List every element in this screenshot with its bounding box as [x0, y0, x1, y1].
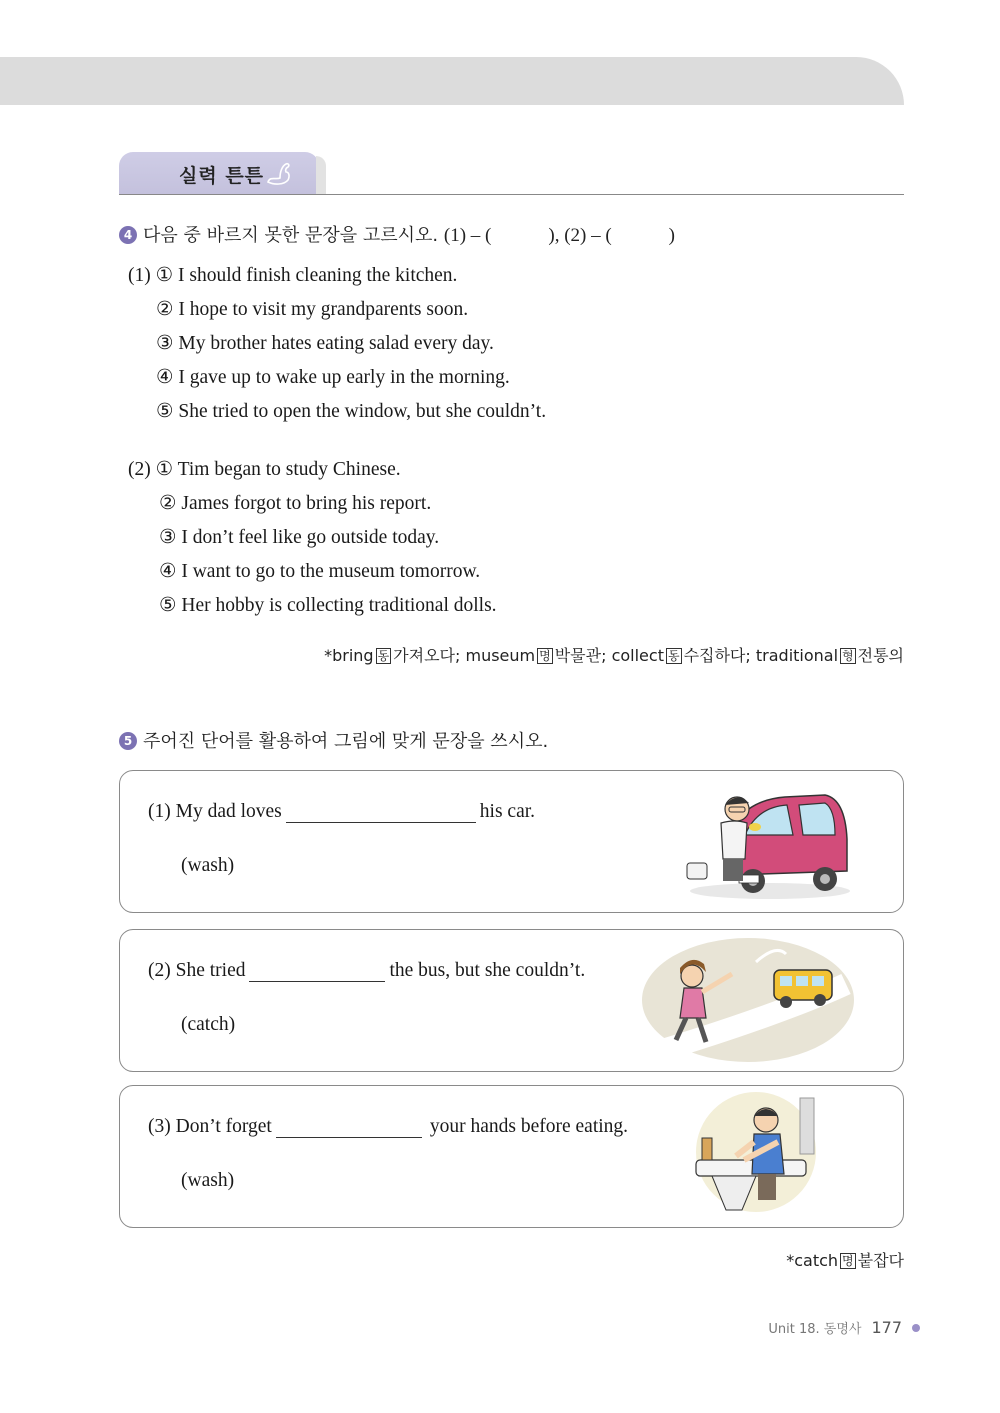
answer-blank-2[interactable]	[249, 961, 385, 982]
question-number-badge: 5	[119, 732, 137, 750]
answer-blank-1[interactable]	[286, 802, 476, 823]
page-footer	[768, 1318, 920, 1337]
q4-part2-item-2: ② James forgot to bring his report.	[159, 493, 432, 514]
question-4-instruction: 4 다음 중 바르지 못한 문장을 고르시오. (1) – ( ), (2) – ( )	[119, 221, 675, 247]
footer-dot-icon	[912, 1324, 920, 1332]
exercise-1-sentence: (1) My dad loves his car.	[148, 801, 536, 822]
q4-part2-item-3: ③ I don’t feel like go outside today.	[159, 527, 440, 548]
q4-part1-item-1: (1) ① I should finish cleaning the kitchen.	[128, 265, 458, 286]
exercise-2-sentence: (2) She tried the bus, but she couldn’t.	[148, 960, 586, 981]
answer-blank-3[interactable]	[276, 1117, 422, 1138]
q4-vocab-note: *bring 동 가져오다; museum 명 박물관; collect 동 수집하다; traditional 형 전통의	[324, 646, 904, 665]
header-band	[0, 57, 904, 105]
question-5-instruction: 5 주어진 단어를 활용하여 그림에 맞게 문장을 쓰시오.	[119, 727, 548, 753]
page-number: 177	[871, 1318, 902, 1337]
girl-chasing-bus-illustration	[636, 934, 856, 1066]
answer-blanks: (1) – ( ), (2) – ( )	[443, 225, 676, 246]
q4-part1-item-3: ③ My brother hates eating salad every day.	[156, 333, 494, 354]
exercise-2-hint: (catch)	[181, 1014, 236, 1035]
exercise-3-sentence: (3) Don’t forget your hands before eating.	[148, 1116, 629, 1137]
q4-part2-item-5: ⑤ Her hobby is collecting traditional dolls.	[159, 595, 497, 616]
exercise-box-2	[119, 929, 904, 1072]
exercise-box-3	[119, 1085, 904, 1228]
man-washing-car-illustration	[675, 779, 855, 903]
boy-washing-hands-illustration	[682, 1090, 832, 1222]
q4-part1-item-2: ② I hope to visit my grandparents soon.	[156, 299, 469, 320]
section-tab	[119, 152, 319, 194]
exercise-3-hint: (wash)	[181, 1170, 235, 1191]
q4-part1-item-4: ④ I gave up to wake up early in the morning.	[156, 367, 510, 388]
q4-part2-item-4: ④ I want to go to the museum tomorrow.	[159, 561, 481, 582]
section-title: 실력 튼튼	[179, 165, 265, 187]
question-number-badge: 4	[119, 226, 137, 244]
q4-part2-item-1: (2) ① Tim began to study Chinese.	[128, 459, 401, 480]
q4-part1-item-5: ⑤ She tried to open the window, but she couldn’t.	[156, 401, 547, 422]
q5-vocab-note: *catch 명 붙잡다	[786, 1251, 904, 1270]
exercise-1-hint: (wash)	[181, 855, 235, 876]
section-divider	[119, 194, 904, 195]
exercise-box-1	[119, 770, 904, 913]
unit-label: Unit 18. 동명사	[768, 1322, 862, 1337]
flexed-arm-icon	[264, 158, 294, 188]
